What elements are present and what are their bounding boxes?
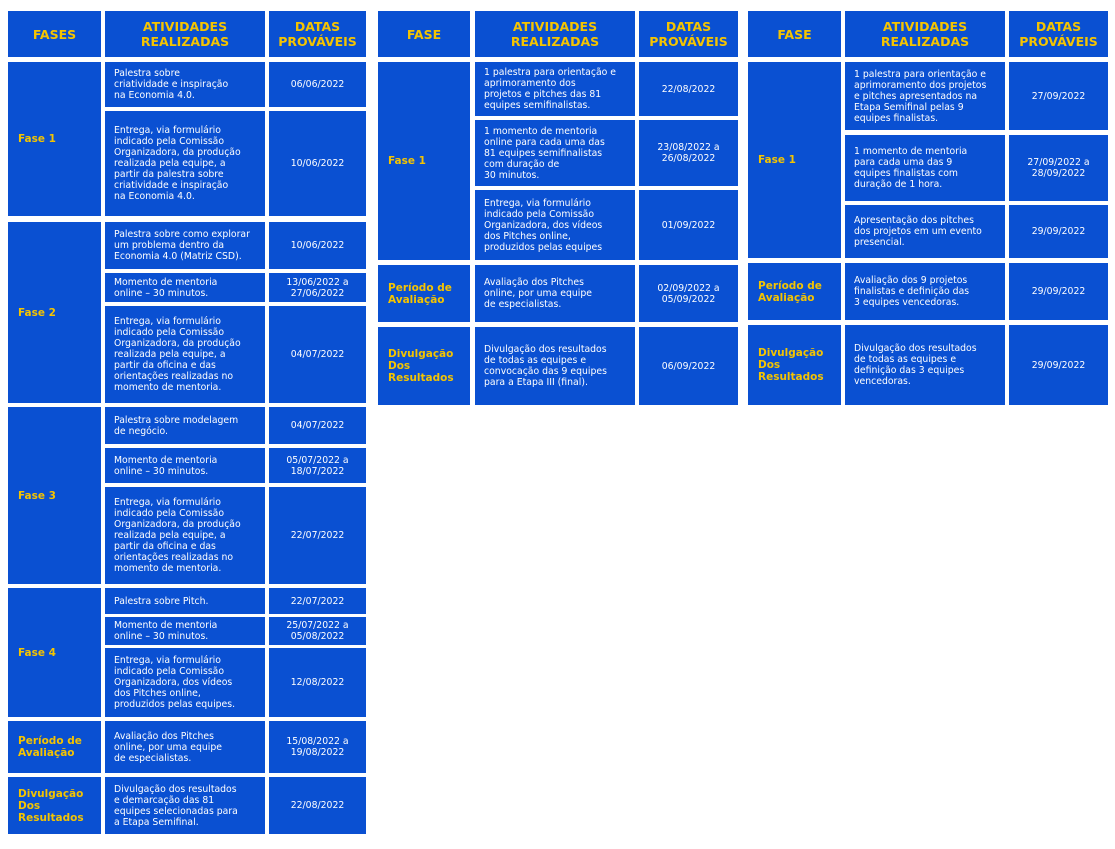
t2-activity-1: 1 palestra para orientação e aprimoramento dos projetos e pitches das 81 equipes semifinalistas. <box>475 62 635 116</box>
t1-activity-2: Entrega, via formulário indicado pela Comissão Organizadora, da produção realizada pela equipe, a partir da palestra sobre criatividade e inspiração na Economia 4.0. <box>105 111 265 216</box>
t1-activity-1: Palestra sobre criatividade e inspiração na Economia 4.0. <box>105 62 265 107</box>
t2-header-activities: ATIVIDADES REALIZADAS <box>475 11 635 57</box>
t1-activity-3: Palestra sobre como explorar um problema dentro da Economia 4.0 (Matriz CSD). <box>105 222 265 269</box>
t2-activity-4: Avaliação dos Pitches online, por uma equipe de especialistas. <box>475 265 635 322</box>
t1-activity-10: Momento de mentoria online – 30 minutos. <box>105 617 265 645</box>
t3-date-5: 29/09/2022 <box>1009 325 1108 405</box>
t1-date-9: 22/07/2022 <box>269 588 366 614</box>
t1-date-12: 15/08/2022 a 19/08/2022 <box>269 721 366 773</box>
t1-date-11: 12/08/2022 <box>269 648 366 717</box>
t1-date-10: 25/07/2022 a 05/08/2022 <box>269 617 366 645</box>
t1-date-5: 04/07/2022 <box>269 306 366 403</box>
t3-header-phase: FASE <box>748 11 841 57</box>
t2-activity-5: Divulgação dos resultados de todas as equipes e convocação das 9 equipes para a Etapa III (final). <box>475 327 635 405</box>
t3-date-3: 29/09/2022 <box>1009 205 1108 258</box>
t2-header-dates: DATAS PROVÁVEIS <box>639 11 738 57</box>
t1-activity-8: Entrega, via formulário indicado pela Comissão Organizadora, da produção realizada pela equipe, a partir da oficina e das orientações realizadas no momento de mentoria. <box>105 487 265 584</box>
t1-date-7: 05/07/2022 a 18/07/2022 <box>269 448 366 483</box>
t1-activity-11: Entrega, via formulário indicado pela Comissão Organizadora, dos vídeos dos Pitches online, produzidos pelas equipes. <box>105 648 265 717</box>
t1-activity-12: Avaliação dos Pitches online, por uma equipe de especialistas. <box>105 721 265 773</box>
t1-date-6: 04/07/2022 <box>269 407 366 444</box>
t2-date-1: 22/08/2022 <box>639 62 738 116</box>
t1-phase-fase4: Fase 4 <box>8 588 101 717</box>
t1-header-dates: DATAS PROVÁVEIS <box>269 11 366 57</box>
t2-phase-divulgacao: Divulgação Dos Resultados <box>378 327 470 405</box>
t1-phase-avaliacao: Período de Avaliação <box>8 721 101 773</box>
t1-activity-5: Entrega, via formulário indicado pela Comissão Organizadora, da produção realizada pela equipe, a partir da oficina e das orientações realizadas no momento de mentoria. <box>105 306 265 403</box>
t1-date-2: 10/06/2022 <box>269 111 366 216</box>
t1-activity-9: Palestra sobre Pitch. <box>105 588 265 614</box>
t2-header-phase: FASE <box>378 11 470 57</box>
t2-activity-2: 1 momento de mentoria online para cada uma das 81 equipes semifinalistas com duração de 30 minutos. <box>475 120 635 186</box>
t1-phase-fase2: Fase 2 <box>8 222 101 403</box>
t1-date-13: 22/08/2022 <box>269 777 366 834</box>
t1-header-activities: ATIVIDADES REALIZADAS <box>105 11 265 57</box>
t2-date-3: 01/09/2022 <box>639 190 738 260</box>
t1-phase-fase3: Fase 3 <box>8 407 101 584</box>
t2-phase-fase1: Fase 1 <box>378 62 470 260</box>
t3-activity-2: 1 momento de mentoria para cada uma das 9 equipes finalistas com duração de 1 hora. <box>845 135 1005 201</box>
t1-date-1: 06/06/2022 <box>269 62 366 107</box>
t3-header-dates: DATAS PROVÁVEIS <box>1009 11 1108 57</box>
t1-activity-7: Momento de mentoria online – 30 minutos. <box>105 448 265 483</box>
t3-date-1: 27/09/2022 <box>1009 62 1108 130</box>
t3-activity-1: 1 palestra para orientação e aprimoramento dos projetos e pitches apresentados na Etapa Semifinal pelas 9 equipes finalistas. <box>845 62 1005 130</box>
t1-date-4: 13/06/2022 a 27/06/2022 <box>269 273 366 302</box>
t3-phase-avaliacao: Período de Avaliação <box>748 263 841 320</box>
t2-date-4: 02/09/2022 a 05/09/2022 <box>639 265 738 322</box>
t3-date-2: 27/09/2022 a 28/09/2022 <box>1009 135 1108 201</box>
t1-phase-fase1: Fase 1 <box>8 62 101 216</box>
t3-activity-5: Divulgação dos resultados de todas as equipes e definição das 3 equipes vencedoras. <box>845 325 1005 405</box>
t2-date-5: 06/09/2022 <box>639 327 738 405</box>
t1-activity-13: Divulgação dos resultados e demarcação das 81 equipes selecionadas para a Etapa Semifinal. <box>105 777 265 834</box>
t1-date-8: 22/07/2022 <box>269 487 366 584</box>
t1-activity-4: Momento de mentoria online – 30 minutos. <box>105 273 265 302</box>
t3-header-activities: ATIVIDADES REALIZADAS <box>845 11 1005 57</box>
t3-activity-4: Avaliação dos 9 projetos finalistas e definição das 3 equipes vencedoras. <box>845 263 1005 320</box>
t1-header-phase: FASES <box>8 11 101 57</box>
t1-phase-divulgacao: Divulgação Dos Resultados <box>8 777 101 834</box>
t3-date-4: 29/09/2022 <box>1009 263 1108 320</box>
t2-date-2: 23/08/2022 a 26/08/2022 <box>639 120 738 186</box>
t2-activity-3: Entrega, via formulário indicado pela Comissão Organizadora, dos vídeos dos Pitches online, produzidos pelas equipes <box>475 190 635 260</box>
t3-phase-fase1: Fase 1 <box>748 62 841 258</box>
t2-phase-avaliacao: Período de Avaliação <box>378 265 470 322</box>
t1-activity-6: Palestra sobre modelagem de negócio. <box>105 407 265 444</box>
t1-date-3: 10/06/2022 <box>269 222 366 269</box>
t3-phase-divulgacao: Divulgação Dos Resultados <box>748 325 841 405</box>
t3-activity-3: Apresentação dos pitches dos projetos em um evento presencial. <box>845 205 1005 258</box>
